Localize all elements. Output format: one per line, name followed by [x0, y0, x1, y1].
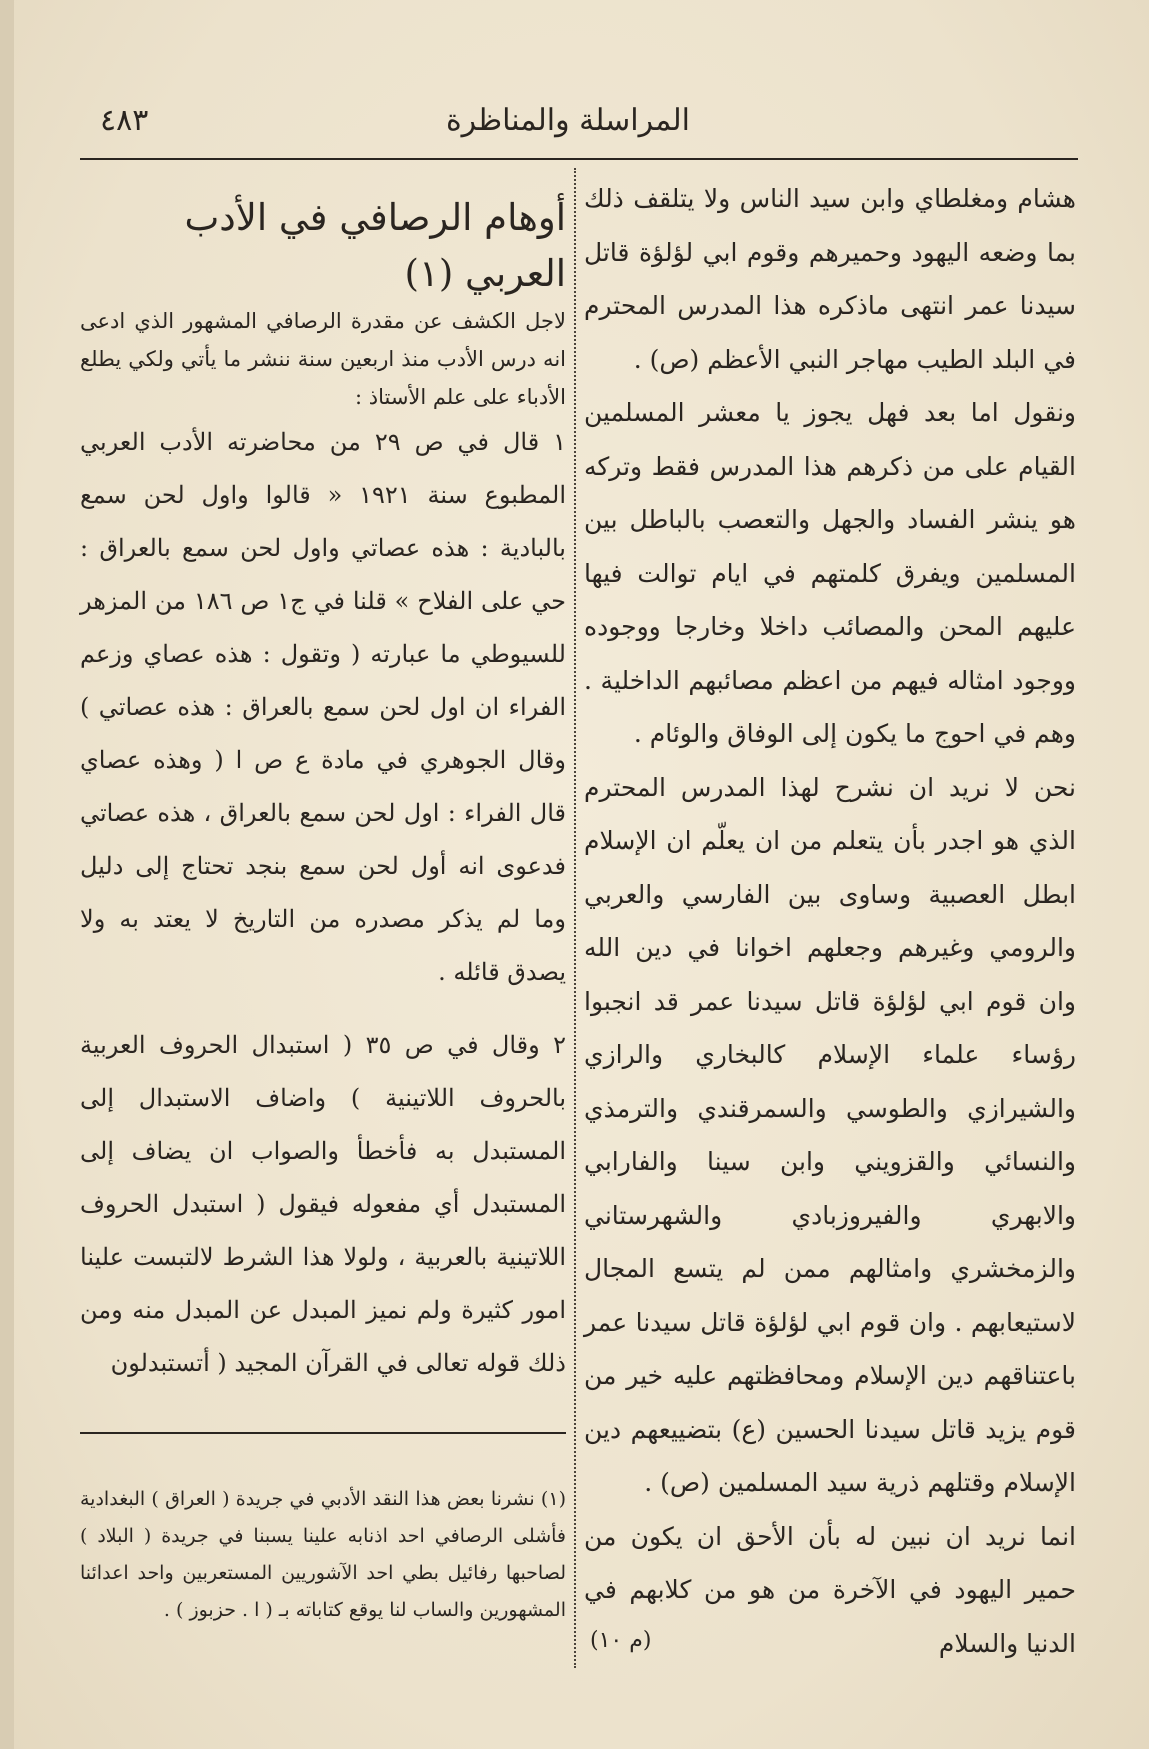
- running-title: المراسلة والمناظرة: [445, 103, 690, 138]
- right-paragraph: انما نريد ان نبين له بأن الأحق ان يكون من حمير اليهود في الآخرة من هو من كلابهم في الدنيا والسلام: [584, 1521, 1076, 1658]
- header-rule: [80, 158, 1078, 160]
- article-item: ١ قال في ص ٢٩ من محاضرته الأدب العربي المطبوع سنة ١٩٢١ « قالوا واول لحن سمع بالبادية : هذه عصاتي واول لحن سمع بالعراق : حي على الفلاح » قلنا في ج١ ص ١٨٦ من المزهر للسيوطي ما عبارته ( وتقول : هذه عصاي وزعم الفراء ان اول لحن سمع بالعراق : هذه عصاتي ) وقال الجوهري في مادة ع ص ا ( وهذه عصاي قال الفراء : اول لحن سمع بالعراق ، هذه عصاتي فدعوى انه أول لحن سمع بنجد تحتاج إلى دليل وما لم يذكر مصدره من التاريخ لا يعتد به ولا يصدق قائله .: [80, 428, 567, 986]
- left-column: [80, 190, 566, 1390]
- article-item: ٢ وقال في ص ٣٥ ( استبدال الحروف العربية بالحروف اللاتينية ) واضاف الاستبدال إلى المستبدل به فأخطأ والصواب ان يضاف إلى المستبدل أي مفعوله فيقول ( استبدل الحروف اللاتينية بالعربية ، ولولا هذا الشرط لالتبست علينا امور كثيرة ولم نميز المبدل عن المبدل منه ومن ذلك قوله تعالى في القرآن المجيد ( أتستبدلون: [80, 1031, 566, 1377]
- page-header: [80, 95, 1080, 145]
- right-column: [584, 172, 1076, 1670]
- article-title: أوهام الرصافي في الأدب العربي (١): [184, 196, 566, 295]
- article-intro: لاجل الكشف عن مقدرة الرصافي المشهور الذي ادعى انه درس الأدب منذ اربعين سنة ننشر ما يأتي ولكي يطلع الأدباء على علم الأستاذ :: [80, 309, 566, 409]
- right-paragraph: نحن لا نريد ان نشرح لهذا المدرس المحترم الذي هو اجدر بأن يتعلم من ان يعلّم ان الإسلام ابطل العصبية وساوى بين الفارسي والعربي والرومي وغيرهم وجعلهم اخوانا في دين الله وان قوم ابي لؤلؤة قاتل سيدنا عمر قد انجبوا رؤساء علماء الإسلام كالبخاري والرازي والشيرازي والطوسي والسمرقندي والترمذي والنسائي والقزويني وابن سينا والفارابي والابهري والفيروزبادي والشهرستاني والزمخشري وامثالهم ممن لم يتسع المجال لاستيعابهم . وان قوم ابي لؤلؤة قاتل سيدنا عمر باعتناقهم دين الإسلام ومحافظتهم عليه خير من قوم يزيد قاتل سيدنا الحسين (ع) بتضييعهم دين الإسلام وقتلهم ذرية سيد المسلمين (ص) .: [584, 772, 1076, 1497]
- article-body: [80, 416, 566, 1390]
- page-edge: [0, 0, 14, 1749]
- right-paragraph: هشام ومغلطاي وابن سيد الناس ولا يتلقف ذلك بما وضعه اليهود وحميرهم وقوم ابي لؤلؤة قاتل سيدنا عمر انتهى ماذكره هذا المدرس المحترم في البلد الطيب مهاجر النبي الأعظم (ص) .: [584, 184, 1076, 374]
- column-divider: [574, 168, 576, 1668]
- page-number: ٤٨٣: [100, 103, 149, 138]
- right-paragraph: ونقول اما بعد فهل يجوز يا معشر المسلمين القيام على من ذكرهم هذا المدرس فقط وتركه هو ينشر الفساد والجهل والتعصب بالباطل بين المسلمين ويفرق كلمتهم في ايام توالت فيها عليهم المحن والمصائب داخلا وخارجا ووجوده ووجود امثاله فيهم من اعظم مصائبهم الداخلية . وهم في احوج ما يكون إلى الوفاق والوئام .: [584, 398, 1076, 748]
- footnote-rule: [80, 1432, 566, 1434]
- footnote: (١) نشرنا بعض هذا النقد الأدبي في جريدة ( العراق ) البغدادية فأشلى الرصافي احد اذنابه علينا يسبنا في جريدة ( البلاد ) لصاحبها رفائيل بطي احد الآشوريين المستعربين واحد اعدائنا المشهورين والساب لنا يوقع كتاباته بـ ( ا . حزبوز ) .: [80, 1488, 566, 1621]
- signature-mark: (م ١٠): [590, 1628, 652, 1653]
